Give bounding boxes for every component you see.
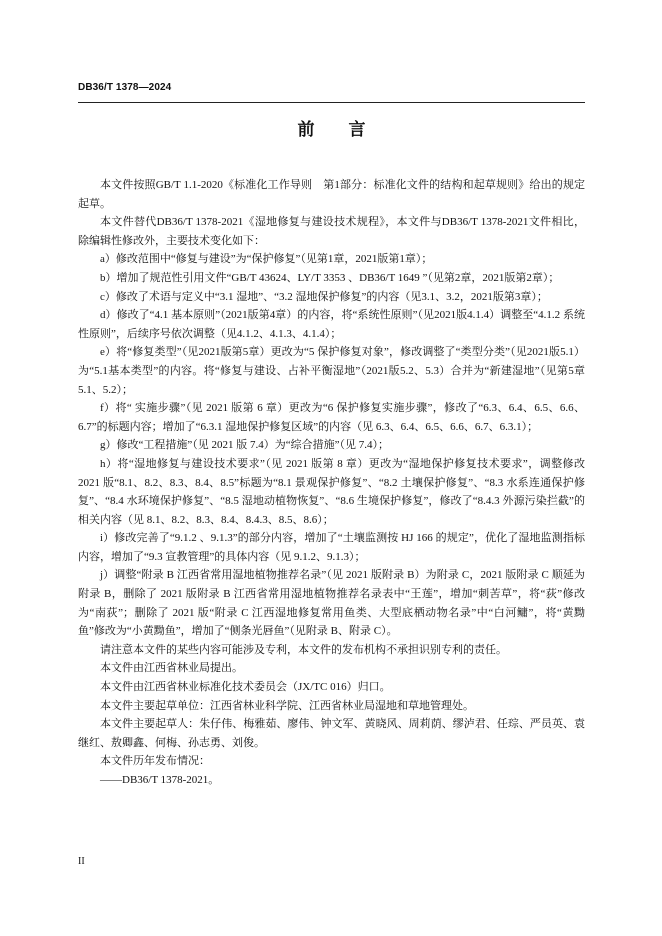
patent-notice: 请注意本文件的某些内容可能涉及专利，本文件的发布机构不承担识别专利的责任。 [100, 643, 507, 656]
change-item-b: b）增加了规范性引用文件“GB/T 43624、LY/T 3353 、DB36/T 1649 ”（见第2章，2021版第2章）； [100, 271, 560, 284]
change-item-a: a）修改范围中“修复与建设”为“保护修复”（见第1章，2021版第1章）； [100, 253, 433, 266]
change-item-j: j）调整“附录 B 江西省常用湿地植物推荐名录”（见 2021 版附录 B）为附录 C，2021 版附录 C 顺延为附录 B，删除了 2021 版附录 B 江西省常用湿地植物推荐名录表中“王莲”，增加“刺苦草”，将“荻”修改为“南荻”；删除了 2021 版“附录 C 江西湿地修复常用鱼类、大型底栖动物名录”中“白河鳙”，将“黄黝鱼”修改为“小黄黝鱼”，增加了“侧条光唇鱼”（见附录 B、附录 C）。 [78, 569, 585, 638]
drafting-units: 本文件主要起草单位：江西省林业科学院、江西省林业局湿地和草地管理处。 [100, 699, 474, 712]
release-history-item: ——DB36/T 1378-2021。 [100, 774, 220, 786]
change-item-f: f）将“ 实施步骤”（见 2021 版第 6 章）更改为“6 保护修复实施步骤”，修改了“6.3、6.4、6.5、6.6、6.7”的标题内容；增加了“6.3.1 湿地保护修复区域”的内容（见 6.3、6.4、6.5、6.6、6.7、6.3.1）； [78, 402, 585, 433]
foreword-body [78, 176, 585, 790]
change-item-h: h）将“湿地修复与建设技术要求”（见 2021 版第 8 章）更改为“湿地保护修复技术要求”，调整修改 2021 版“8.1、8.2、8.3、8.4、8.5”标题为“8.1 景观保护修复”、“8.2 土壤保护修复”、“8.3 水系连通保护修复”、“8.4 水环境保护修复”、“8.5 湿地动植物恢复”、“8.6 生境保护修复”，修改了“8.4.3 外源污染拦截”的相关内容（见 8.1、8.2、8.3、8.4、8.4.3、8.5、8.6）； [78, 457, 585, 526]
intro-paragraph-basis: 本文件按照GB/T 1.1-2020《标准化工作导则 第1部分：标准化文件的结构和起草规则》给出的规定起草。 [78, 179, 585, 210]
page-number: II [78, 856, 85, 867]
release-history-heading: 本文件历年发布情况： [100, 755, 210, 768]
proposer-statement: 本文件由江西省林业局提出。 [100, 662, 243, 675]
page-title: 前 言 [297, 120, 366, 139]
committee-statement: 本文件由江西省林业标准化技术委员会（JX/TC 016）归口。 [100, 681, 391, 694]
intro-paragraph-replacement: 本文件替代DB36/T 1378-2021《湿地修复与建设技术规程》，本文件与DB36/T 1378-2021文件相比，除编辑性修改外，主要技术变化如下： [78, 216, 585, 247]
change-item-d: d）修改了“4.1 基本原则”（2021版第4章）的内容，将“系统性原则”（见2021版4.1.4）调整至“4.1.2 系统性原则”，后续序号依次调整（见4.1.2、4.1.3、4.1.4）； [78, 309, 585, 340]
header-rule [78, 102, 585, 103]
drafters: 本文件主要起草人：朱仔伟、梅雅茹、廖伟、钟文军、黄晓风、周莉荫、缪泸君、任琮、严员英、袁继红、敖卿鑫、何梅、孙志勇、刘俊。 [78, 718, 585, 749]
change-item-i: i）修改完善了“9.1.2 、9.1.3”的部分内容，增加了“土壤监测按 HJ 166 的规定”，优化了湿地监测指标内容，增加了“9.3 宣教管理”的具体内容（见 9.1.2、9.1.3）； [78, 532, 585, 563]
running-header-doc-number: DB36/T 1378—2024 [78, 82, 172, 93]
change-item-g: g）修改“工程措施”（见 2021 版 7.4）为“综合措施”（见 7.4）； [100, 439, 390, 452]
change-item-c: c）修改了术语与定义中“3.1 湿地”、“3.2 湿地保护修复”的内容（见3.1、3.2，2021版第3章）； [100, 290, 548, 303]
change-item-e: e）将“修复类型”（见2021版第5章）更改为“5 保护修复对象”，修改调整了“类型分类”（见2021版5.1）为“5.1基本类型”的内容。将“修复与建设、占补平衡湿地”（2021版5.2、5.3）合并为“新建湿地”（见第5章5.1、5.2）； [78, 346, 585, 396]
